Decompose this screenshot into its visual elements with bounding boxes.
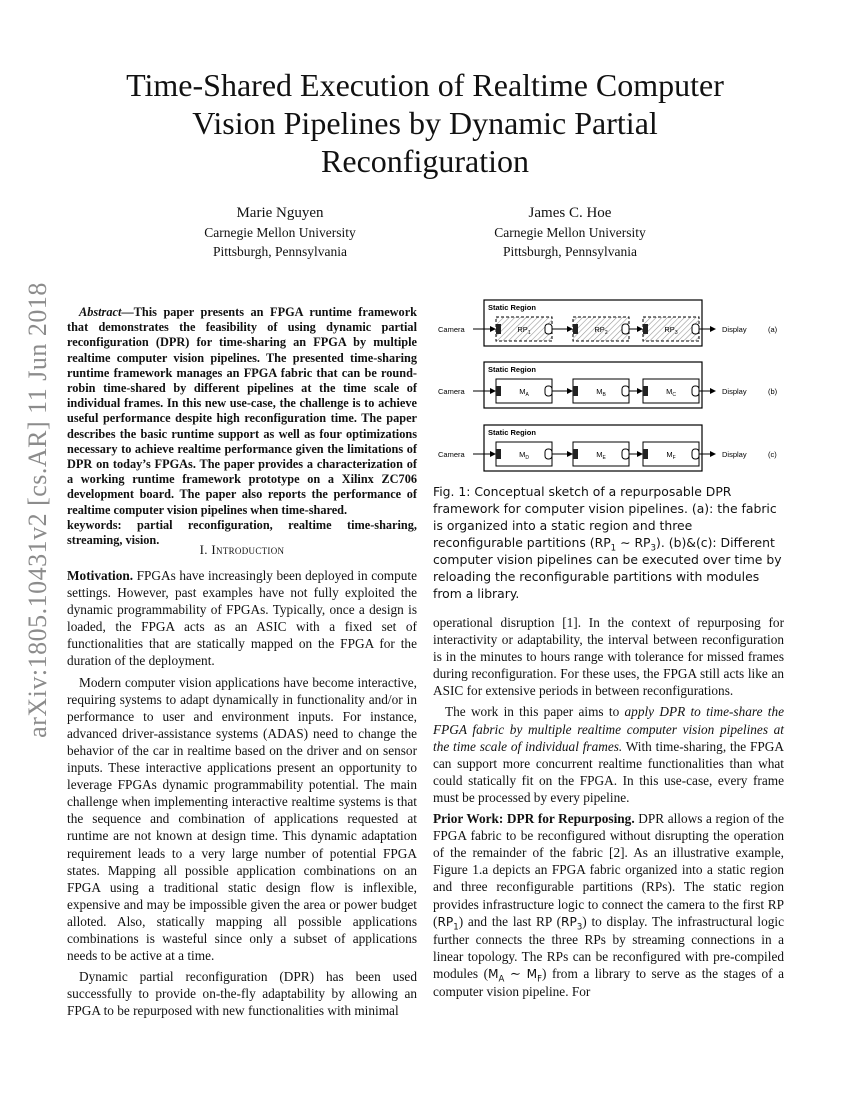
static-region-label: Static Region — [488, 365, 536, 374]
display-label: Display — [722, 325, 747, 334]
input-port — [573, 386, 578, 396]
input-port — [573, 449, 578, 459]
author-location: Pittsburgh, Pennsylvania — [212, 244, 347, 259]
caption-text: Fig. 1: Conceptual sketch of a repurposable DPR framework for computer vision pipelines. (a): the fabric is organized into a static region and three reconfigurable partitions (RP — [433, 484, 777, 550]
figure-1-caption — [433, 483, 784, 602]
figure-row-b — [438, 362, 778, 408]
author-block-2 — [440, 204, 700, 261]
arxiv-identifier — [16, 282, 60, 738]
camera-label: Camera — [438, 450, 465, 459]
math-subscript: A — [498, 974, 505, 985]
math-subscript: 3 — [576, 922, 583, 933]
module-label: $M_A$ — [519, 387, 529, 398]
keywords: keywords: partial reconfiguration, realtime time-sharing, streaming, vision. — [67, 517, 417, 548]
module-label: $M_D$ — [519, 450, 529, 461]
math-rp3 — [561, 914, 583, 933]
module-label: $M_E$ — [596, 450, 606, 461]
math-subscript: 1 — [453, 922, 459, 933]
paragraph: operational disruption [1]. In the context of repurposing for interactivity or adaptability, the interval between reconfiguration is in the minutes to hours range with tolerance for missed frames during reconfiguration. For these uses, the FPGA still acts like an ASIC for extensive periods in between reconfigurations. — [433, 615, 784, 699]
paragraph-text: ) from a library to serve as the stages of a computer vision pipeline. For — [433, 965, 785, 999]
display-label: Display — [722, 450, 747, 459]
math-ma — [488, 966, 505, 985]
caption-subscript: 3 — [650, 543, 657, 554]
output-port — [545, 386, 552, 396]
module-label: $M_F$ — [666, 450, 676, 461]
author-name: James C. Hoe — [528, 205, 612, 221]
arxiv-identifier-text: arXiv:1805.10431v2 [cs.AR] 11 Jun 2018 — [23, 282, 52, 738]
math-rp1 — [437, 914, 459, 933]
section-heading-introduction — [67, 542, 417, 558]
module-label: $RP_1$ — [517, 325, 531, 336]
module-label-subscript: 1 — [527, 330, 531, 336]
paper-title: Time-Shared Execution of Realtime Computer Vision Pipelines by Dynamic Partial Reconfiguration — [126, 67, 724, 179]
output-port — [622, 386, 629, 396]
module-label-subscript: E — [602, 455, 606, 461]
runin-heading-motivation: Motivation. — [67, 568, 134, 583]
module-label: $RP_3$ — [664, 325, 678, 336]
output-port — [545, 449, 552, 459]
author-location: Pittsburgh, Pennsylvania — [502, 244, 637, 259]
camera-label: Camera — [438, 325, 465, 334]
abstract-lead: Abstract — [79, 305, 122, 319]
section-numeral: I. — [199, 542, 212, 557]
author-affiliation: Carnegie Mellon University — [204, 225, 356, 240]
paragraph-text: FPGAs have increasingly been deployed in compute settings. However, past examples have not fully exploited the dynamic programmability of FPGAs. Typically, once a design is loaded, the FPGA acts as an ASIC with a fixed set of functionalities that are statically mapped on the FPGA for the duration of the deployment. — [67, 568, 417, 669]
paragraph-text: The work in this paper aims to — [445, 704, 625, 720]
input-port — [496, 324, 501, 334]
author-affiliation: Carnegie Mellon University — [494, 225, 646, 240]
caption-text: ). (b)&(c): Different computer vision pipelines can be executed over time by reloading the reconfigurable partitions with modules from a library. — [433, 535, 782, 601]
paragraph-text: ) to display. The infrastructural logic further connects the three RPs by streaming connections in a linear topology. The RPs can be reconfigured with pre-compiled modules ( — [433, 913, 784, 981]
output-port — [622, 449, 629, 459]
output-port — [692, 324, 699, 334]
math-symbol: RP — [437, 914, 454, 929]
math-subscript: F — [537, 974, 542, 985]
paragraph-prior-work — [433, 810, 784, 1000]
author-block-1 — [150, 204, 410, 261]
paragraph: Dynamic partial reconfiguration (DPR) has been used successfully to provide on-the-fly adaptability by allowing an FPGA to be repurposed with new functionalities with minimal — [67, 969, 417, 1019]
math-symbol: M — [526, 966, 538, 981]
figure-row-c — [438, 425, 777, 471]
section-title: Introduction — [211, 542, 285, 557]
static-region-label: Static Region — [488, 303, 536, 312]
paragraph-text: ) and the last RP ( — [458, 913, 561, 929]
paragraph-text: With time-sharing, the FPGA can support more concurrent realtime functionalities than what could statically fit on the FPGA. In this use-case, every frame must be processed by every pipeline. — [433, 738, 784, 805]
runin-heading-prior-work: Prior Work: DPR for Repurposing. — [433, 811, 635, 827]
author-name: Marie Nguyen — [236, 205, 324, 221]
output-port — [692, 449, 699, 459]
math-symbol: M — [488, 966, 499, 981]
paragraph: Modern computer vision applications have become interactive, requiring systems to adapt dynamically in functionality and/or in performance to user and environment inputs. For instance, advanced driver-assistance systems (ADAS) need to change the behavior of the car in realtime based on the driver and on sensor inputs. These interactive applications present an opportunity to leverage FPGAs dynamic programmability potential. The main challenge when implementing interactive realtime systems is that the sequence and combination of applications requested at runtime are not known at design time. This dynamic adaptation requirement leads to a very large number of potential FPGA states. Mapping all possible application combinations on an FPGA using a traditional static design flow is inflexible, expensive and may be impossible given the area or power budget alloted. Also, statically mapping all possible applications combinations is wasteful since only a subset of applications needs to be active at a time. — [67, 674, 417, 964]
module-label-subscript: C — [672, 392, 676, 398]
input-port — [643, 386, 648, 396]
figure-row-a — [438, 300, 778, 346]
module-label-subscript: B — [602, 392, 606, 398]
output-port — [622, 324, 629, 334]
paragraph-text: DPR allows a region of the FPGA fabric to be reconfigured without disrupting the operation of the remainder of the fabric [2]. As an illustrative example, Figure 1.a depicts an FPGA fabric organized into a static region and three reconfigurable partitions (RPs). The static region provides infrastructure logic to connect the camera to the first RP ( — [433, 811, 784, 929]
abstract — [67, 305, 417, 548]
output-port — [692, 386, 699, 396]
left-column-body — [67, 567, 417, 1023]
module-label: $M_C$ — [666, 387, 676, 398]
paragraph-motivation — [67, 567, 417, 670]
module-label: $RP_2$ — [594, 325, 608, 336]
emphasized-text: apply DPR to time-share the FPGA fabric by multiple realtime computer vision pipelines at the time scale of individual frames. — [433, 704, 784, 754]
module-label-subscript: F — [672, 455, 676, 461]
module-label-subscript: D — [525, 455, 529, 461]
math-tilde: ∼ — [504, 965, 527, 981]
module-label-subscript: 2 — [604, 330, 608, 336]
module-label-subscript: 3 — [674, 330, 678, 336]
paragraph — [433, 703, 784, 806]
row-tag: (b) — [768, 387, 778, 396]
caption-text: ∼ RP — [616, 535, 651, 550]
right-column-body — [433, 614, 784, 1004]
input-port — [496, 386, 501, 396]
output-port — [545, 324, 552, 334]
camera-label: Camera — [438, 387, 465, 396]
input-port — [643, 449, 648, 459]
static-region-label: Static Region — [488, 428, 536, 437]
module-label: $M_B$ — [596, 387, 606, 398]
module-label-subscript: A — [525, 392, 529, 398]
math-mf — [526, 966, 542, 985]
input-port — [573, 324, 578, 334]
row-tag: (c) — [768, 450, 777, 459]
display-label: Display — [722, 387, 747, 396]
caption-subscript: 1 — [610, 543, 617, 554]
math-symbol: RP — [561, 914, 577, 929]
input-port — [496, 449, 501, 459]
input-port — [643, 324, 648, 334]
row-tag: (a) — [768, 325, 778, 334]
abstract-text: —This paper presents an FPGA runtime framework that demonstrates the feasibility of using dynamic partial reconfiguration (DPR) for time-sharing an FPGA by multiple realtime computer vision pipelines. The presented time-sharing runtime framework manages an FPGA fabric that can be round-robin time-shared by different pipelines at the time scale of individual frames. In this new use-case, the challenge is to achieve useful performance despite high reconfiguration time. The paper describes the basic runtime support as well as four optimizations necessary to achieve realtime performance given the limitations of DPR on today’s FPGAs. The paper provides a characterization of a working runtime framework prototype on a Xilinx ZC706 development board. The paper also reports the performance of realtime computer vision pipelines when time-shared. — [67, 305, 417, 517]
figure-1-diagram — [433, 297, 784, 477]
